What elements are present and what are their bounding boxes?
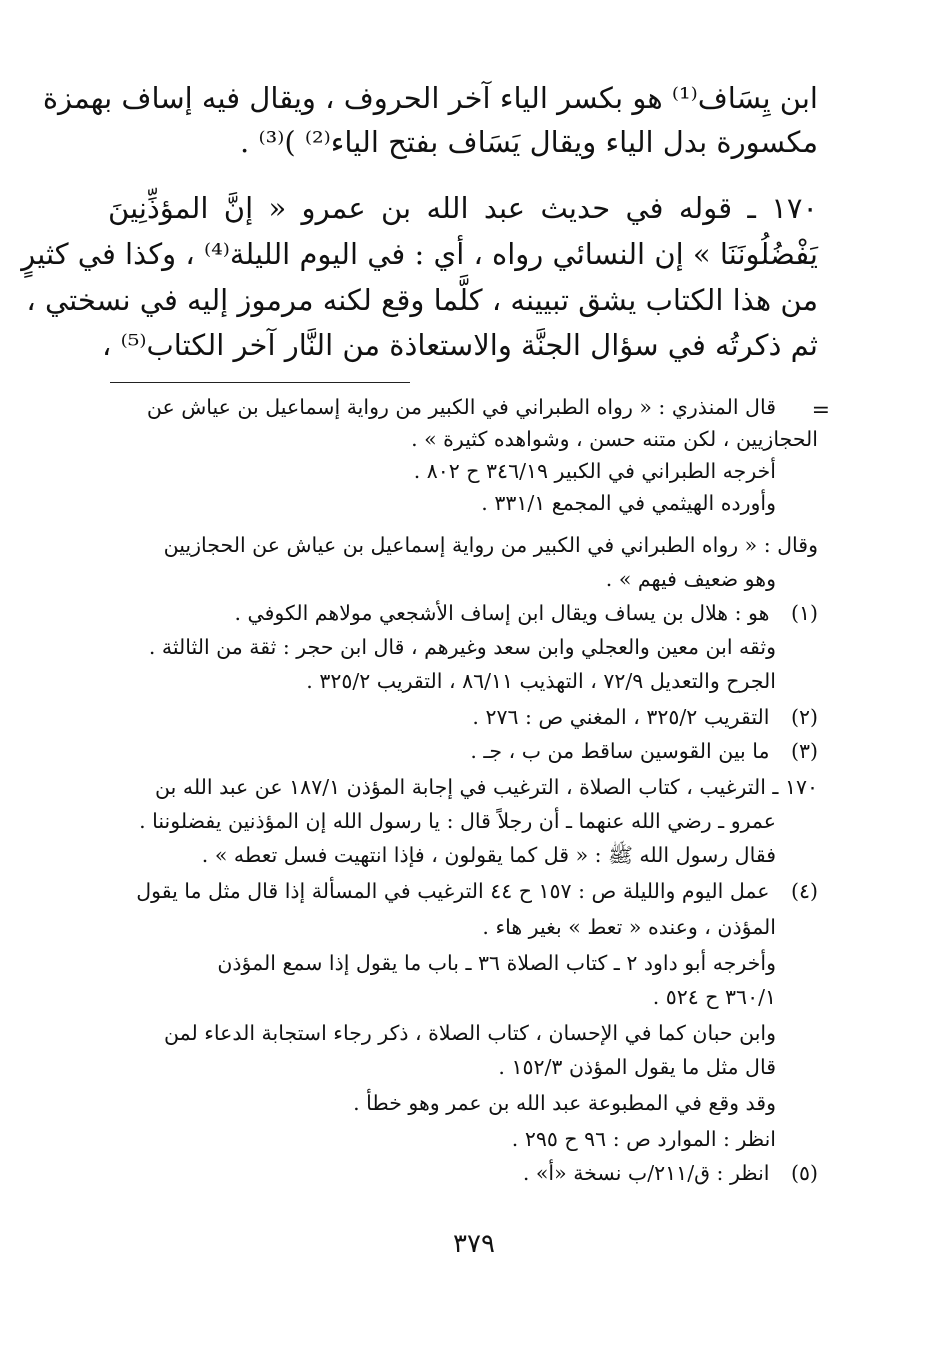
footnote-line: قال المنذري : « رواه الطبراني في الكبير من رواية إسماعيل بن عياش عن [146, 395, 776, 419]
footnote-number: (٤) [790, 879, 818, 903]
footnote-line: المؤذن ، وعنده « تعط » بغير هاء . [482, 915, 776, 939]
main-line-3: ١٧٠ ـ قوله في حديث عبد الله بن عمرو « إنَّ المؤذِّنِينَ [108, 191, 818, 225]
footnote-continuation-mark: = [811, 398, 830, 423]
footnote-line: وأورده الهيثمي في المجمع ٣٣١/١ . [481, 491, 776, 515]
main-line-1: ابن يِسَاف⁽¹⁾ هو بكسر الياء آخر الحروف ، ويقال فيه إساف بهمزة [42, 81, 818, 115]
footnote-item-2: (٢) التقريب ٣٢٥/٢ ، المغني ص : ٢٧٦ . [118, 702, 818, 734]
footnote-line: وأخرجه أبو داود ٢ ـ كتاب الصلاة ٣٦ ـ باب ما يقول إذا سمع المؤذن [217, 951, 776, 975]
footnote-item-4: (٤) عمل اليوم والليلة ص : ١٥٧ ح ٤٤ الترغيب في المسألة إذا قال مثل ما يقول [118, 876, 818, 908]
footnote-line: فقال رسول الله ﷺ : « قل كما يقولون ، فإذا انتهيت فسل تعطه » . [201, 843, 776, 867]
footnote-number: (١) [790, 601, 818, 625]
main-line-4: يَفْضُلُونَنَا » إن النسائي رواه ، أي : في اليوم الليلة⁽⁴⁾ ، وكذا في كثيرٍ [21, 237, 818, 271]
footnote-line: وهو ضعيف فيهم » . [605, 567, 776, 591]
page-number: ٣٧٩ [453, 1229, 495, 1259]
main-line-5: من هذا الكتاب يشق تبيينه ، كلَّما وقع لكنه مرموز إليه في نسختي ، [26, 283, 818, 317]
footnote-line: وقال : « رواه الطبراني في الكبير من رواية إسماعيل بن عياش عن الحجازيين [163, 533, 818, 557]
footnote-separator [110, 382, 410, 383]
footnote-line: ١٧٠ ـ الترغيب ، كتاب الصلاة ، الترغيب في إجابة المؤذن ١٨٧/١ عن عبد الله بن [155, 775, 818, 799]
footnote-line: عمرو ـ رضي الله عنهما ـ أن رجلاً قال : يا رسول الله إن المؤذنين يفضلوننا . [139, 809, 776, 833]
footnote-item-3: (٣) ما بين القوسين ساقط من ب ، جـ . [118, 736, 818, 768]
footnote-item-1: (١) هو : هلال بن يساف ويقال ابن إساف الأشجعي مولاهم الكوفي . [118, 598, 818, 630]
footnote-line: وثقه ابن معين والعجلي وابن سعد وغيرهم ، قال ابن حجر : ثقة من الثالثة . [148, 635, 776, 659]
footnote-line: انظر : الموارد ص : ٩٦ ح ٢٩٥ . [511, 1127, 776, 1151]
footnote-item-5: (٥) انظر : ق/٢١١/ب نسخة «أ» . [118, 1158, 818, 1190]
main-line-6: ثم ذكرتُه في سؤال الجنَّة والاستعاذة من النَّار آخر الكتاب⁽⁵⁾ ، [102, 328, 818, 362]
footnote-line: الحجازيين ، لكن متنه حسن ، وشواهده كثيرة » . [411, 427, 818, 451]
footnote-number: (٢) [790, 705, 818, 729]
footnote-number: (٥) [790, 1161, 818, 1185]
footnote-number: (٣) [790, 739, 818, 763]
footnote-line: وقد وقع في المطبوعة عبد الله بن عمر وهو خطأ . [353, 1091, 776, 1115]
footnote-line: أخرجه الطبراني في الكبير ٣٤٦/١٩ ح ٨٠٢ . [413, 459, 776, 483]
footnote-line: ٣٦٠/١ ح ٥٢٤ . [652, 985, 776, 1009]
footnote-line: وابن حبان كما في الإحسان ، كتاب الصلاة ، ذكر رجاء استجابة الدعاء لمن [164, 1021, 776, 1045]
footnote-line: الجرح والتعديل ٧٢/٩ ، التهذيب ٨٦/١١ ، التقريب ٣٢٥/٢ . [306, 669, 776, 693]
main-line-2: مكسورة بدل الياء ويقال يَسَاف بفتح الياء⁽²⁾ )⁽³⁾ . [240, 125, 818, 159]
footnote-line: قال مثل ما يقول المؤذن ١٥٢/٣ . [498, 1055, 776, 1079]
